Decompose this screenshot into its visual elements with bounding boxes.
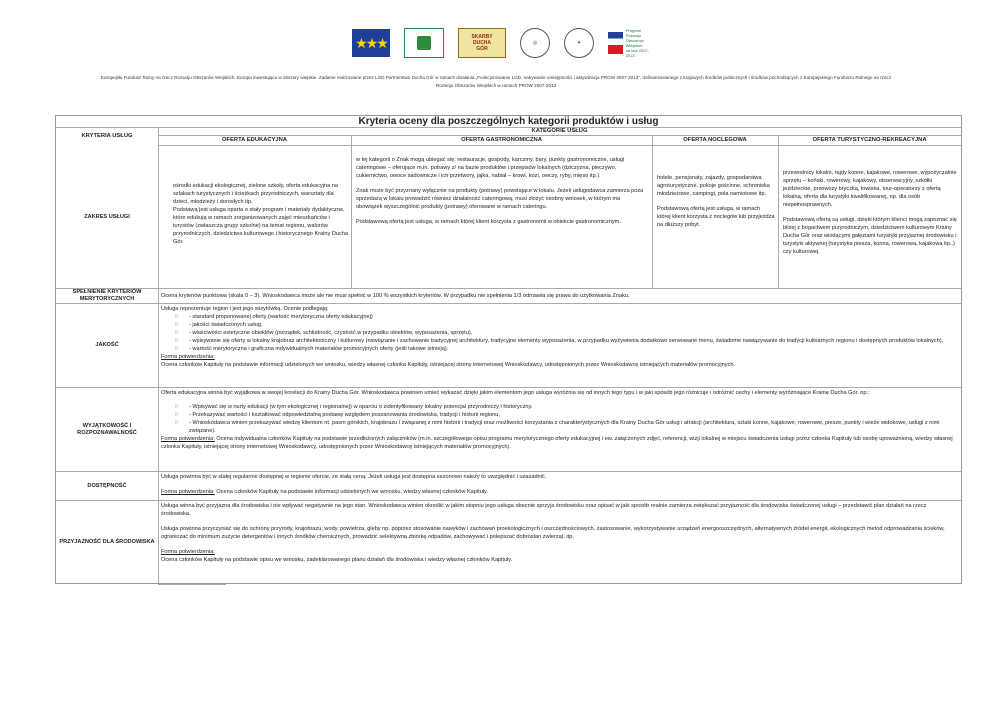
spelnienie-text: Ocena kryteriów punktowa (skala 0 – 3). Wnioskodawca może ale nie musi spełnić w 100 % wszystkich kryteriów. W przypadku nie spełnienia 1/3 odmawia się prawa do użytkowania Znaku. xyxy=(161,293,630,299)
criteria-table xyxy=(55,115,962,584)
ministry-logo: ✦ xyxy=(564,28,594,58)
prow-logo: Program Rozwoju Obszarów Wiejskich na lata 2007-2013 xyxy=(608,29,652,57)
footnote-divider xyxy=(158,584,226,585)
logo-bar xyxy=(352,28,652,58)
row-label-spelnienie: SPEŁNIENIE KRYTERIÓW MERYTORYCZNYCH xyxy=(72,289,142,302)
col-header-turystyczna: OFERTA TURYSTYCZNO-REKREACYJNA xyxy=(812,137,927,143)
zakres-noclegowa: hotele, pensjonaty, zajazdy, gospodarstwa agroturystyczne, pokoje gościnne, schroniska młodzieżowe, campingi, pola namiotowe itp. Podstawową ofertą jest usługa, w ramach której klient korzysta z noclegów lub przyjeżdża na dłuższy pobyt. xyxy=(657,175,775,228)
criteria-header: KRYTERIA USŁUG xyxy=(81,133,133,139)
row-label-wyjatkowosc: WYJĄTKOWOŚĆ I ROZPOZNAWALNOŚĆ xyxy=(77,422,137,436)
zakres-turystyczna: przewodnicy lokalni, rajdy konne, kajakowe, rowerowe, wypożyczalnie sprzętu – koński, rowerowy, kajakowy, obserwacyjny, szkółki jeździeckie, przewozy bryczką, łowiska, tour-operatorzy z ofertą lokalną, oferta dla turystyki kwalifikowanej, np. dla osób niepełnosprawnych. Podstawową ofertą są usługi, dzięki którym klienci mogą zapoznać się bliżej z bogactwem przyrodniczym, dziedzictwem kulturowym Krainy Ducha Gór oraz wiodącymi gałęziami turystyki przyjaznej środowisku i turystyki aktywnej (turystyka piesza, konna, rowerowa, kajakowa itp..) czy kulturowej. xyxy=(783,170,957,255)
eu-flag-logo: ★★★ xyxy=(352,29,390,57)
col-header-gastronomiczna: OFERTA GASTRONOMICZNA xyxy=(461,137,542,143)
row-label-dostepnosc: DOSTĘPNOŚĆ xyxy=(87,482,127,489)
row-label-przyjaznosc: PRZYJAZNOŚĆ DLA ŚRODOWISKA xyxy=(59,538,155,545)
skarby-ducha-gor-logo: SKARBY DUCHA GÓR xyxy=(458,28,506,58)
categories-header: KATEGORIE USŁUG xyxy=(531,128,588,134)
wyjatkowosc-text: Oferta edukacyjna winna być wyjątkowa w swojej korelacji do Krainy Ducha Gór. Wnioskodawca powinien umieć wykazać dzięki jakim elementom jego usługa wyróżnia się od innych tego typu i w jaki sposób jego różnicuje i odróżnić cechy i elementy wyróżniające Krainę Ducha Gór. np.: □ - Wpisywać się w nurty edukacji (w tym ekologicznej i regionalnej) w oparciu o zidentyfikowany lokalny potencjał przyrodniczy i historyczny. □ - Przekazywać wartości i kształtować odpowiedzialną postawę względem poszanowania środowiska, tradycji i historii regionu, □ - Wnioskodawca winien przekazywać wiedzę klientom nt. pasm górskich, krajobrazu i związanej z nimi historii i tradycji oraz możliwości korzystania z charakterystycznych dla Krainy Ducha Gór usług i atrakcji (architektura, szlaki konne, kajakowe, rowerowe, piesze, punkty i wieże widokowe, usługi z nimi związane). Forma potwierdzenia: Ocena indywidualna członków Kapituły na podstawie przedłożonych załączników (m.in. szczegółowego opisu programu merytorycznego oferty edukacyjnej i ew. załączonych zdjęć, referencji, wizji lokalnej w miejscu świadczenia usługi przez członka Kapituły lub osobę upoważnioną, wiedzy własnej członka Kapituły, istniejącej strony internetowej Wnioskodawcy, udostępnionych przez Wnioskodawcę istniejących materiałów promocyjnych). xyxy=(161,389,956,451)
dostepnosc-text: Usługa powinna być w stałej regularnie dostępnej w regionie ofercie, ze stałą ceną. Jeżeli usługa jest dostępna sezonowo należy to uwzględnić i uzasadnić. Forma potwierdzenia: Ocena członków Kapituły na podstawie informacji udzielonych we wniosku, wiedzy własnej członków Kapituły. xyxy=(161,474,547,495)
leader-logo xyxy=(404,28,444,58)
row-label-zakres: ZAKRES USŁUGI xyxy=(84,213,130,220)
przyjaznosc-text: Usługa winna być przyjazna dla środowiska i nie wpływać negatywnie na jego stan. Wnioskodawca winien określić w jakim stopniu jego usługa obecnie sprzyja środowisku oraz opisać w jaki sposób realnie zamierza zwiększać przyjazność dla środowiska świadczonej usługi – przedstawić plan działań na rzecz środowiska. Usługa powinna przyczyniać się do ochrony przyrody, krajobrazu, wody, powietrza, gleby np. poprzez stosowanie nawyków i zachowań proekologicznych i oszczędnościowych, zastosowanie, wykorzystywanie urządzeń energooszczędnych, alternatywnych źródeł energii, ekologicznych metod odprowadzania ścieków, ograniczać do minimum zużycie detergentów i innych środków chemicznych, prowadzić selektywną zbiórkę odpadów, zachowywać i polepszać dobrostan zwierząt, itp. Forma potwierdzenia: Ocena członków Kapituły na podstawie opisu we wniosku, zadeklarowanego planu działań dla środowiska i wiedzy własnej członków Kapituły. xyxy=(161,503,945,563)
col-header-noclegowa: OFERTA NOCLEGOWA xyxy=(683,137,747,143)
zakres-gastronomiczna: w tej kategorii o Znak mogą ubiegać się: restauracje, gospody, karczmy, bary, punkty gastronomiczne, usługi cateringowe – oferujące m.in. potrawy z/ na bazie produktów i przepisów lokalnych (dziczyzna, pieczywo, cukiernictwo, owoce sadownicze i ich przetwory, jajka, nabiał – krowi, kozi, owczy, ryby, mięso itp.). Znak może być przyznany wyłącznie na produkty (potrawy) powstające w lokalu. Jeżeli usługodawca zamierza poza sprzedażą w lokalu prowadzić również działalność cateringową, musi złożyć osobny wniosek, w którym ma obowiązek wyszczególnić produkty (potrawy) oferowane w ramach cateringu. Podstawową ofertą jest usługa, w ramach której klient korzysta z gastronomii w obiekcie gastronomicznym. xyxy=(356,157,644,225)
table-title: Kryteria oceny dla poszczególnych kategorii produktów i usług xyxy=(358,116,659,127)
col-header-edukacyjna: OFERTA EDUKACYJNA xyxy=(221,137,288,143)
row-label-jakosc: JAKOŚĆ xyxy=(95,342,119,348)
funding-note: Europejski Fundusz Rolny na rzecz Rozwoju Obszarów Wiejskich. Europa inwestująca w obszary wiejskie. Zadanie realizowane przez LGD Partnerstwo Ducha Gór w ramach działania „Funkcjonowanie LGD, nabywanie umiejętności i aktywizacja PROW 2007-2013”, dofinansowanego z krajowych środków publicznych i środków pochodzących z Europejskiego Funduszu Rolnego na rzecz Rozwoju Obszarów Wiejskich w ramach PROW 2007-2013 xyxy=(100,75,892,88)
zakres-edukacyjna: ośrodki edukacji ekologicznej, zielone szkoły, oferta edukacyjna na szlakach turystycznych i ścieżkach przyrodniczych, warsztaty dla dzieci, młodzieży i dorosłych itp. Podstawą jest usługa oparta o stały program i materiały dydaktyczne, które edukują w ramach zorganizowanych zajęć mieszkańców i turystów (zwłaszcza grupy szkolne) na temat regionu, walorów przyrodniczych, dziedzictwa kulturowego i historycznego Krainy Ducha Gór. xyxy=(173,183,349,245)
jakosc-text: Usługa reprezentuje region i jest jego wizytówką. Ocenie podlegają: □ - standard proponowanej oferty (wartość merytoryczna oferty edukacyjnej) □ - jakości świadczonych usług, □ - właściwości estetyczne obiektów (porządek, schludność, czystość w przypadku obiektów, wyposażenia, sprzętu), □ - wpisywanie się oferty w lokalny krajobraz architektoniczny i kulturowy (nawiązanie i zachowanie tradycyjnej architektury, tradycyjne elementy wyposażenia, w przypadku wyżywienia dodatkowo serwowane menu, świadome nawiązywanie do tradycji kulinarnych regionu i dostępnych produktów lokalnych), □ - wartość merytoryczna i graficzna indywidualnych materiałów promocyjnych oferty (jeśli takowe istnieją). Forma potwierdzenia: Ocena członków Kapituły na podstawie informacji udzielonych we wniosku, wiedzy własnej członka Kapituły, istniejącej strony internetowej Wnioskodawcy, udostępnionych przez Wnioskodawcę istniejących materiałów promocyjnych. xyxy=(161,305,956,369)
lgd-partnerstwo-logo: ◎ xyxy=(520,28,550,58)
